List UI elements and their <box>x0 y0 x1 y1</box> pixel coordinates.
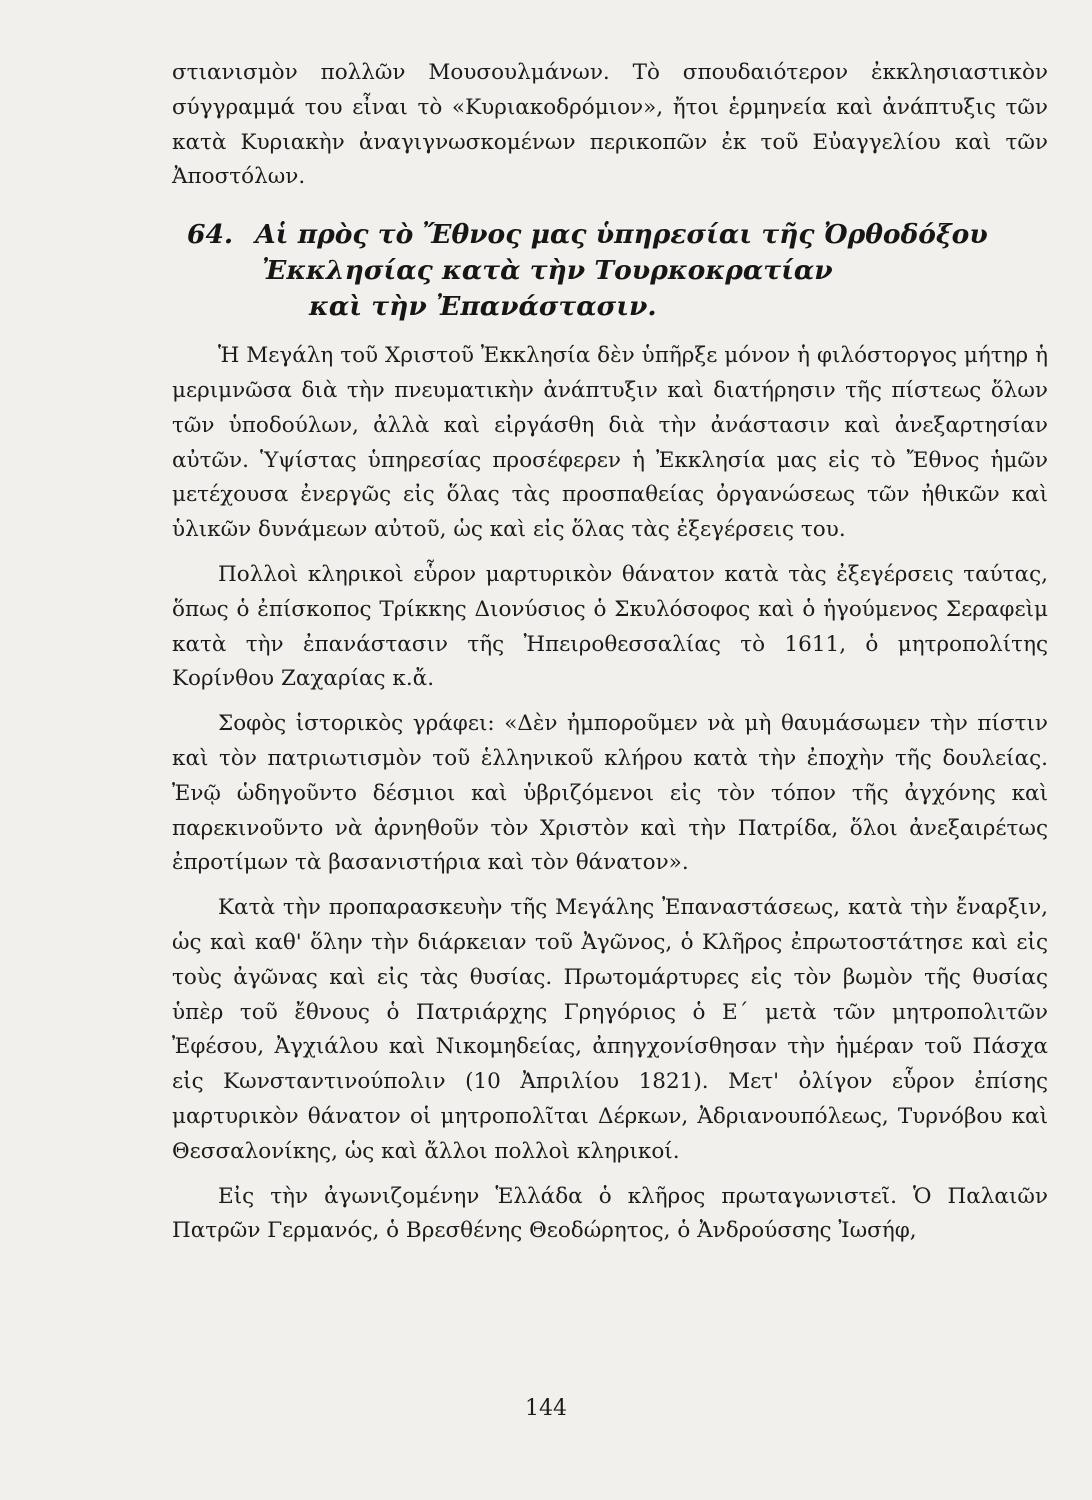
heading-line-3: καὶ τὴν Ἐπανάστασιν. <box>309 291 657 323</box>
paragraph-5: Εἰς τὴν ἀγωνιζομένην Ἑλλάδα ὁ κλῆρος πρωταγωνιστεῖ. Ὁ Παλαιῶν Πατρῶν Γερμανός, ὁ Βρεσθένης Θεοδώρητος, ὁ Ἀνδρούσσης Ἰωσήφ, <box>172 1183 1048 1244</box>
page-number: 144 <box>525 1396 567 1421</box>
paragraph-2: Πολλοὶ κληρικοὶ εὗρον μαρτυρικὸν θάνατον κατὰ τὰς ἐξεγέρσεις ταύτας, ὅπως ὁ ἐπίσκοπος Τρίκκης Διονύσιος ὁ Σκυλόσοφος καὶ ὁ ἡγούμενος Σεραφεὶμ κατὰ τὴν ἐπανάστασιν τῆς Ἠπειροθεσσαλίας τὸ 1611, ὁ μητροπολίτης Κορίνθου Ζαχαρίας κ.ἄ. <box>172 561 1048 692</box>
heading-line-1 <box>172 217 1048 253</box>
paragraph-3: Σοφὸς ἱστορικὸς γράφει: «Δὲν ἠμποροῦμεν νὰ μὴ θαυμάσωμεν τὴν πίστιν καὶ τὸν πατριωτισμὸν τοῦ ἑλληνικοῦ κλήρου κατὰ τὴν ἐποχὴν τῆς δουλείας. Ἐνῷ ὡδηγοῦντο δέσμιοι καὶ ὑβριζόμενοι εἰς τὸν τόπον τῆς ἀγχόνης καὶ παρεκινοῦντο νὰ ἀρνηθοῦν τὸν Χριστὸν καὶ τὴν Πατρίδα, ὅλοι ἀνεξαιρέτως ἐπροτίμων τὰ βασανιστήρια καὶ τὸν θάνατον». <box>172 711 1048 876</box>
paragraph-4: Κατὰ τὴν προπαρασκευὴν τῆς Μεγάλης Ἐπαναστάσεως, κατὰ τὴν ἔναρξιν, ὡς καὶ καθ' ὅλην τὴν διάρκειαν τοῦ Ἀγῶνος, ὁ Κλῆρος ἐπρωτοστάτησε καὶ εἰς τοὺς ἀγῶνας καὶ εἰς τὰς θυσίας. Πρωτομάρτυρες εἰς τὸν βωμὸν τῆς θυσίας ὑπὲρ τοῦ ἔθνους ὁ Πατριάρχης Γρηγόριος ὁ Ε΄ μετὰ τῶν μητροπολιτῶν Ἐφέσου, Ἀγχιάλου καὶ Νικομηδείας, ἀπηγχονίσθησαν τὴν ἡμέραν τοῦ Πάσχα εἰς Κωνσταντινούπολιν (10 Ἀπριλίου 1821). Μετ' ὀλίγον εὗρον ἐπίσης μαρτυρικὸν θάνατον οἱ μητροπολῖται Δέρκων, Ἀδριανουπόλεως, Τυρνόβου καὶ Θεσσαλονίκης, ὡς καὶ ἄλλοι πολλοὶ κληρικοί. <box>172 895 1048 1164</box>
paragraph-gap <box>172 1170 1048 1180</box>
section-heading <box>172 217 1048 325</box>
heading-text-1: Αἱ πρὸς τὸ Ἔθνος μας ὑπηρεσίαι τῆς Ὀρθοδόξου <box>255 219 988 251</box>
section-number: 64. <box>187 219 234 251</box>
continuation-paragraph: στιανισμὸν πολλῶν Μουσουλμάνων. Τὸ σπουδαιότερον ἐκκλησιαστικὸν σύγγραμμά του εἶναι τὸ «Κυριακοδρόμιον», ἤτοι ἑρμηνεία καὶ ἀνάπτυξις τῶν κατὰ Κυριακὴν ἀναγιγνωσκομένων περικοπῶν ἐκ τοῦ Εὐαγγελίου καὶ τῶν Ἀποστόλων. <box>172 60 1048 190</box>
paragraph-1: Ἡ Μεγάλη τοῦ Χριστοῦ Ἐκκλησία δὲν ὑπῆρξε μόνον ἡ φιλόστοργος μήτηρ ἡ μεριμνῶσα διὰ τὴν πνευματικὴν ἀνάπτυξιν καὶ διατήρησιν τῆς πίστεως ὅλων τῶν ὑποδούλων, ἀλλὰ καὶ εἰργάσθη διὰ τὴν ἀνάστασιν καὶ ἀνεξαρτησίαν αὐτῶν. Ὑψίστας ὑπηρεσίας προσέφερεν ἡ Ἐκκλησία μας εἰς τὸ Ἔθνος ἡμῶν μετέχουσα ἐνεργῶς εἰς ὅλας τὰς προσπαθείας ὀργανώσεως τῶν ἠθικῶν καὶ ὑλικῶν δυνάμεων αὐτοῦ, ὡς καὶ εἰς ὅλας τὰς ἐξεγέρσεις του. <box>172 343 1048 543</box>
page-body <box>172 60 1048 1249</box>
paragraph-gap <box>172 881 1048 891</box>
paragraph-gap <box>172 548 1048 558</box>
heading-line-2: Ἐκκλησίας κατὰ τὴν Τουρκοκρατίαν <box>262 255 833 287</box>
paragraph-gap <box>172 697 1048 707</box>
